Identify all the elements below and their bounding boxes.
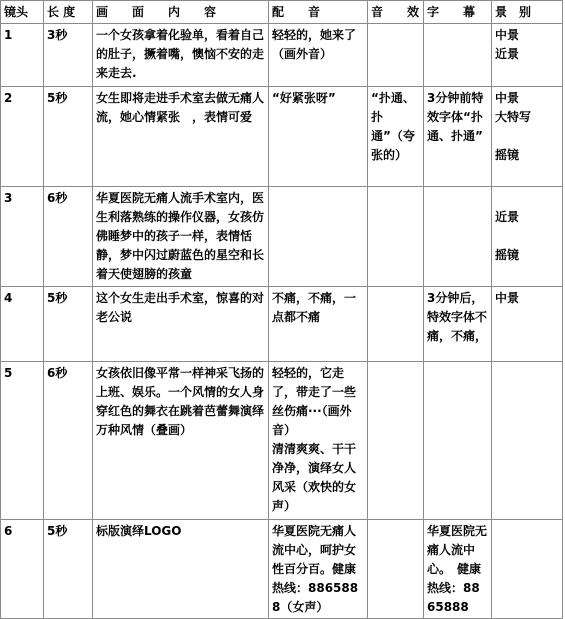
cell-shot: 5	[1, 362, 44, 520]
cell-length: 3秒	[44, 24, 93, 87]
dubbing-text: 不痛，不痛，一点都不痛	[272, 291, 357, 324]
cell-dubbing	[269, 24, 368, 87]
scene-spacer	[495, 227, 559, 246]
cell-sfx	[368, 287, 424, 362]
header-sfx: 音 效	[368, 1, 424, 24]
dubbing-text: 轻轻的，它走了，带走了一些丝伤痛···（画外音）	[272, 366, 357, 437]
table-row	[1, 87, 563, 187]
cell-dubbing	[269, 87, 368, 187]
cell-subtitle	[424, 24, 492, 87]
dubbing-text: “好紧张呀”	[272, 91, 336, 105]
header-content: 画 面 内 容	[93, 1, 269, 24]
cell-shot: 3	[1, 187, 44, 287]
cell-sfx	[368, 24, 424, 87]
cell-shot: 4	[1, 287, 44, 362]
cell-scene	[492, 362, 563, 520]
cell-dubbing	[269, 187, 368, 287]
cell-sfx	[368, 362, 424, 520]
scene-text: 中景	[495, 291, 520, 305]
scene-text: 摇镜	[495, 148, 520, 162]
header-subtitle: 字 幕	[424, 1, 492, 24]
table-header-row	[1, 1, 563, 24]
scene-text: 中景	[495, 91, 520, 105]
header-shot: 镜头	[1, 1, 44, 24]
cell-shot: 1	[1, 24, 44, 87]
table-row	[1, 287, 563, 362]
cell-subtitle	[424, 187, 492, 287]
cell-content: 华夏医院无痛人流手术室内，医生利落熟练的操作仪器，女孩仿佛睡梦中的孩子一样，表情恬静，梦中闪过蔚蓝色的星空和长着天使翅膀的孩童	[93, 187, 269, 287]
cell-sfx: “扑通、扑通”（夸张的）	[368, 87, 424, 187]
cell-content: 这个女生走出手术室，惊喜的对老公说	[93, 287, 269, 362]
cell-dubbing	[269, 362, 368, 520]
cell-sfx	[368, 520, 424, 619]
cell-subtitle: 3分钟前特效字体“扑通、扑通”	[424, 87, 492, 187]
cell-length: 5秒	[44, 87, 93, 187]
cell-scene	[492, 24, 563, 87]
cell-subtitle: 3分钟后，特效字体不痛，不痛，	[424, 287, 492, 362]
cell-length: 6秒	[44, 187, 93, 287]
cell-scene	[492, 187, 563, 287]
cell-scene	[492, 87, 563, 187]
scene-text: 中景	[495, 28, 520, 42]
cell-length: 5秒	[44, 287, 93, 362]
scene-text: 摇镜	[495, 248, 520, 262]
table-row	[1, 187, 563, 287]
cell-scene	[492, 520, 563, 619]
scene-text: 近景	[495, 210, 520, 224]
header-length: 长 度	[44, 1, 93, 24]
cell-sfx	[368, 187, 424, 287]
scene-spacer	[495, 127, 559, 146]
table-row	[1, 362, 563, 520]
cell-shot: 6	[1, 520, 44, 619]
cell-subtitle	[424, 362, 492, 520]
scene-text: 近景	[495, 47, 520, 61]
cell-length: 5秒	[44, 520, 93, 619]
scene-text: 大特写	[495, 110, 532, 124]
cell-subtitle: 华夏医院无痛人流中心。 健康热线：8865888	[424, 520, 492, 619]
table-row	[1, 24, 563, 87]
cell-shot: 2	[1, 87, 44, 187]
cell-content: 一个女孩拿着化验单，看着自己的肚子，撅着嘴，懊恼不安的走来走去.	[93, 24, 269, 87]
scene-spacer	[495, 189, 559, 208]
dubbing-text: 轻轻的，她来了（画外音）	[272, 28, 357, 61]
header-scene: 景 别	[492, 1, 563, 24]
cell-dubbing	[269, 520, 368, 619]
cell-length: 6秒	[44, 362, 93, 520]
dubbing-text: 清清爽爽、干干净净，演绎女人风采（欢快的女声）	[272, 442, 357, 513]
header-dubbing: 配 音	[269, 1, 368, 24]
cell-dubbing	[269, 287, 368, 362]
cell-content: 女生即将走进手术室去做无痛人流，她心情紧张 ，表情可爱	[93, 87, 269, 187]
dubbing-text: 华夏医院无痛人流中心，呵护女性百分百。健康热线：8865888（女声）	[272, 524, 359, 614]
table-row	[1, 520, 563, 619]
cell-content: 女孩依旧像平常一样神采飞扬的上班、娱乐。一个风情的女人身穿红色的舞衣在跳着芭蕾舞演绎万种风情（叠画）	[93, 362, 269, 520]
cell-scene	[492, 287, 563, 362]
cell-content: 标版演绎LOGO	[93, 520, 269, 619]
